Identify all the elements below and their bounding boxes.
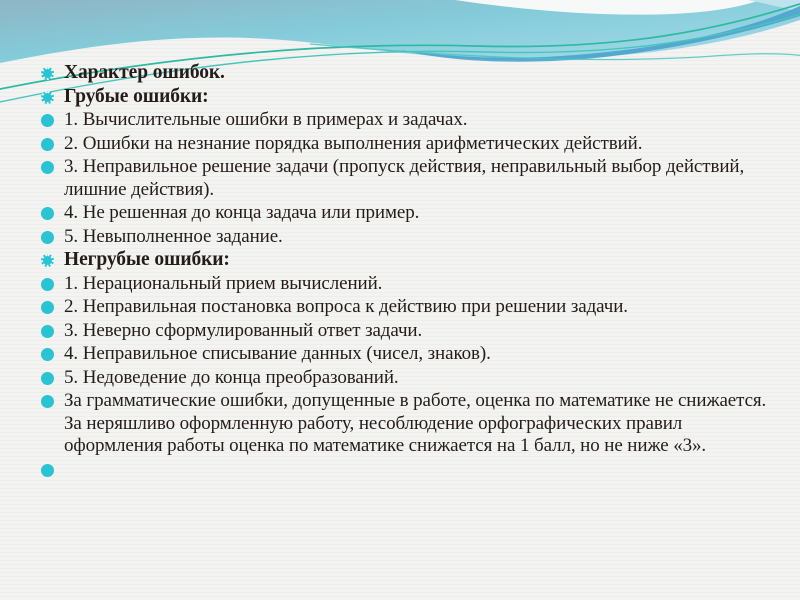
bullet-icon	[41, 395, 54, 408]
bullet-icon	[41, 114, 54, 127]
list-item	[0, 86, 800, 109]
bullet-icon	[41, 301, 54, 314]
list-item	[0, 343, 800, 366]
list-item-text: 2. Неправильная постановка вопроса к действию при решении задачи.	[64, 296, 628, 317]
list-item-text: 3. Неверно сформулированный ответ задачи.	[64, 319, 423, 341]
bullet-icon	[41, 325, 54, 338]
list-item-text: 5. Невыполненное задание.	[64, 225, 283, 247]
bullet-icon	[41, 348, 54, 361]
list-item	[0, 273, 800, 296]
list-item	[0, 133, 800, 156]
bullet-icon	[41, 138, 54, 151]
bullet-icon	[41, 161, 54, 174]
bullet-icon	[41, 372, 54, 385]
bullet-icon	[41, 464, 54, 477]
bullet-icon	[41, 91, 54, 104]
bullet-icon	[41, 67, 54, 80]
list-item-text: 1. Нерациональный прием вычислений.	[64, 272, 383, 294]
list-item-text: Негрубые ошибки:	[64, 249, 230, 270]
list-item-text: 5. Недоведение до конца преобразований.	[64, 366, 399, 388]
list-item	[0, 156, 800, 201]
list-item-text: Грубые ошибки:	[64, 85, 209, 107]
bullet-list	[0, 62, 800, 482]
list-item-text: 1. Вычислительные ошибки в примерах и задачах.	[64, 109, 468, 130]
bullet-icon	[41, 207, 54, 220]
list-item	[0, 296, 800, 319]
list-item	[0, 249, 800, 272]
list-item-text: 3. Неправильное решение задачи (пропуск действия, неправильный выбор действий, лишние действия).	[64, 156, 745, 200]
list-item	[0, 62, 800, 85]
list-item-text: 4. Не решенная до конца задача или пример.	[64, 202, 420, 223]
list-item	[0, 226, 800, 249]
bullet-icon	[41, 254, 54, 267]
list-item	[0, 459, 800, 481]
bullet-icon	[41, 231, 54, 244]
list-item	[0, 109, 800, 132]
list-item-text: 4. Неправильное списывание данных (чисел, знаков).	[64, 343, 491, 364]
list-item-text: Характер ошибок.	[64, 62, 225, 83]
list-item	[0, 390, 800, 458]
list-item	[0, 367, 800, 390]
list-item	[0, 202, 800, 225]
list-item	[0, 320, 800, 343]
list-item-text: 2. Ошибки на незнание порядка выполнения арифметических действий.	[64, 132, 643, 154]
bullet-icon	[41, 278, 54, 291]
list-item-text: За грамматические ошибки, допущенные в работе, оценка по математике не снижается. За неряшливо оформленную работу, несоблюдение орфографических правил оформления работы оценка по математике снижается на 1 балл, но не ниже «3».	[64, 390, 767, 456]
